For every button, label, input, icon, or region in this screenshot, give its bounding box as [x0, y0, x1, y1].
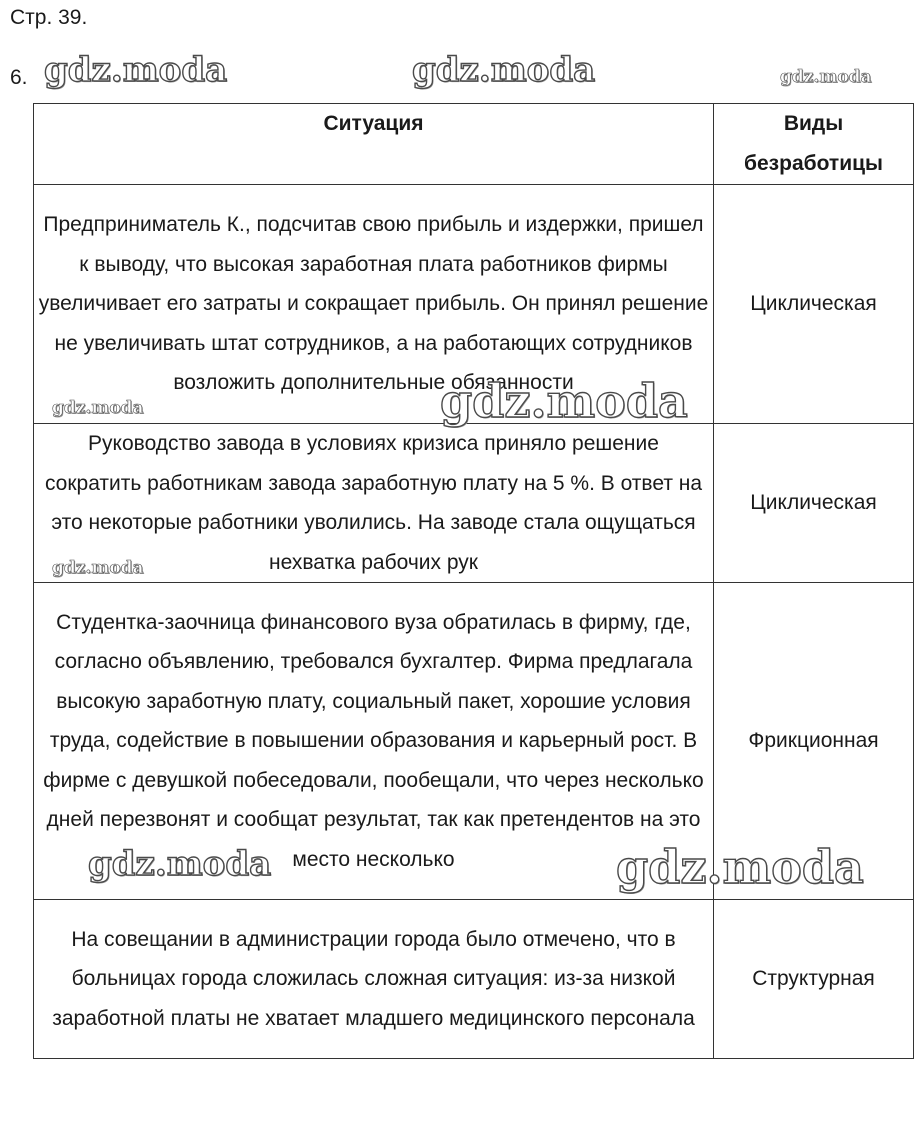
- unemployment-type-cell: Фрикционная: [714, 583, 914, 900]
- page-reference: Стр. 39.: [10, 6, 88, 29]
- table-row: [34, 583, 914, 900]
- header-situation: Ситуация: [34, 104, 714, 185]
- situation-cell: На совещании в администрации города было отмечено, что в больницах города сложилась сложная ситуация: из-за низкой заработной платы не хватает младшего медицинского персонала: [34, 900, 714, 1059]
- watermark-logo: gdz.moda: [616, 840, 864, 894]
- header-unemployment-type: Виды безработицы: [714, 104, 914, 185]
- task-number: 6.: [10, 66, 28, 89]
- unemployment-type-cell: Структурная: [714, 900, 914, 1059]
- watermark-logo: gdz.moda: [412, 50, 596, 90]
- watermark-logo: gdz.moda: [52, 398, 144, 418]
- table-row: [34, 185, 914, 424]
- unemployment-type-cell: Циклическая: [714, 424, 914, 583]
- situation-cell: Руководство завода в условиях кризиса приняло решение сократить работникам завода заработную плату на 5 %. В ответ на это некоторые работники уволились. На заводе стала ощущаться нехватка рабочих рук: [34, 424, 714, 583]
- table-row: [34, 900, 914, 1059]
- situation-cell: Предприниматель К., подсчитав свою прибыль и издержки, пришел к выводу, что высокая заработная плата работников фирмы увеличивает его затраты и сокращает прибыль. Он принял решение не увеличивать штат сотрудников, а на работающих сотрудников возложить дополнительные обязанности: [34, 185, 714, 424]
- watermark-logo: gdz.moda: [44, 50, 228, 90]
- table-header-row: [34, 104, 914, 185]
- watermark-logo: gdz.moda: [780, 67, 872, 87]
- watermark-logo: gdz.moda: [52, 558, 144, 578]
- situation-cell: Студентка-заочница финансового вуза обратилась в фирму, где, согласно объявлению, требовался бухгалтер. Фирма предлагала высокую заработную плату, социальный пакет, хорошие условия труда, содействие в повышении образования и карьерный рост. В фирме с девушкой побеседовали, пообещали, что через несколько дней перезвонят и сообщат результат, так как претендентов на это место несколько: [34, 583, 714, 900]
- watermark-logo: gdz.moda: [440, 374, 688, 428]
- table-row: [34, 424, 914, 583]
- unemployment-situations-table: [33, 103, 914, 1059]
- unemployment-type-cell: Циклическая: [714, 185, 914, 424]
- watermark-logo: gdz.moda: [88, 844, 272, 884]
